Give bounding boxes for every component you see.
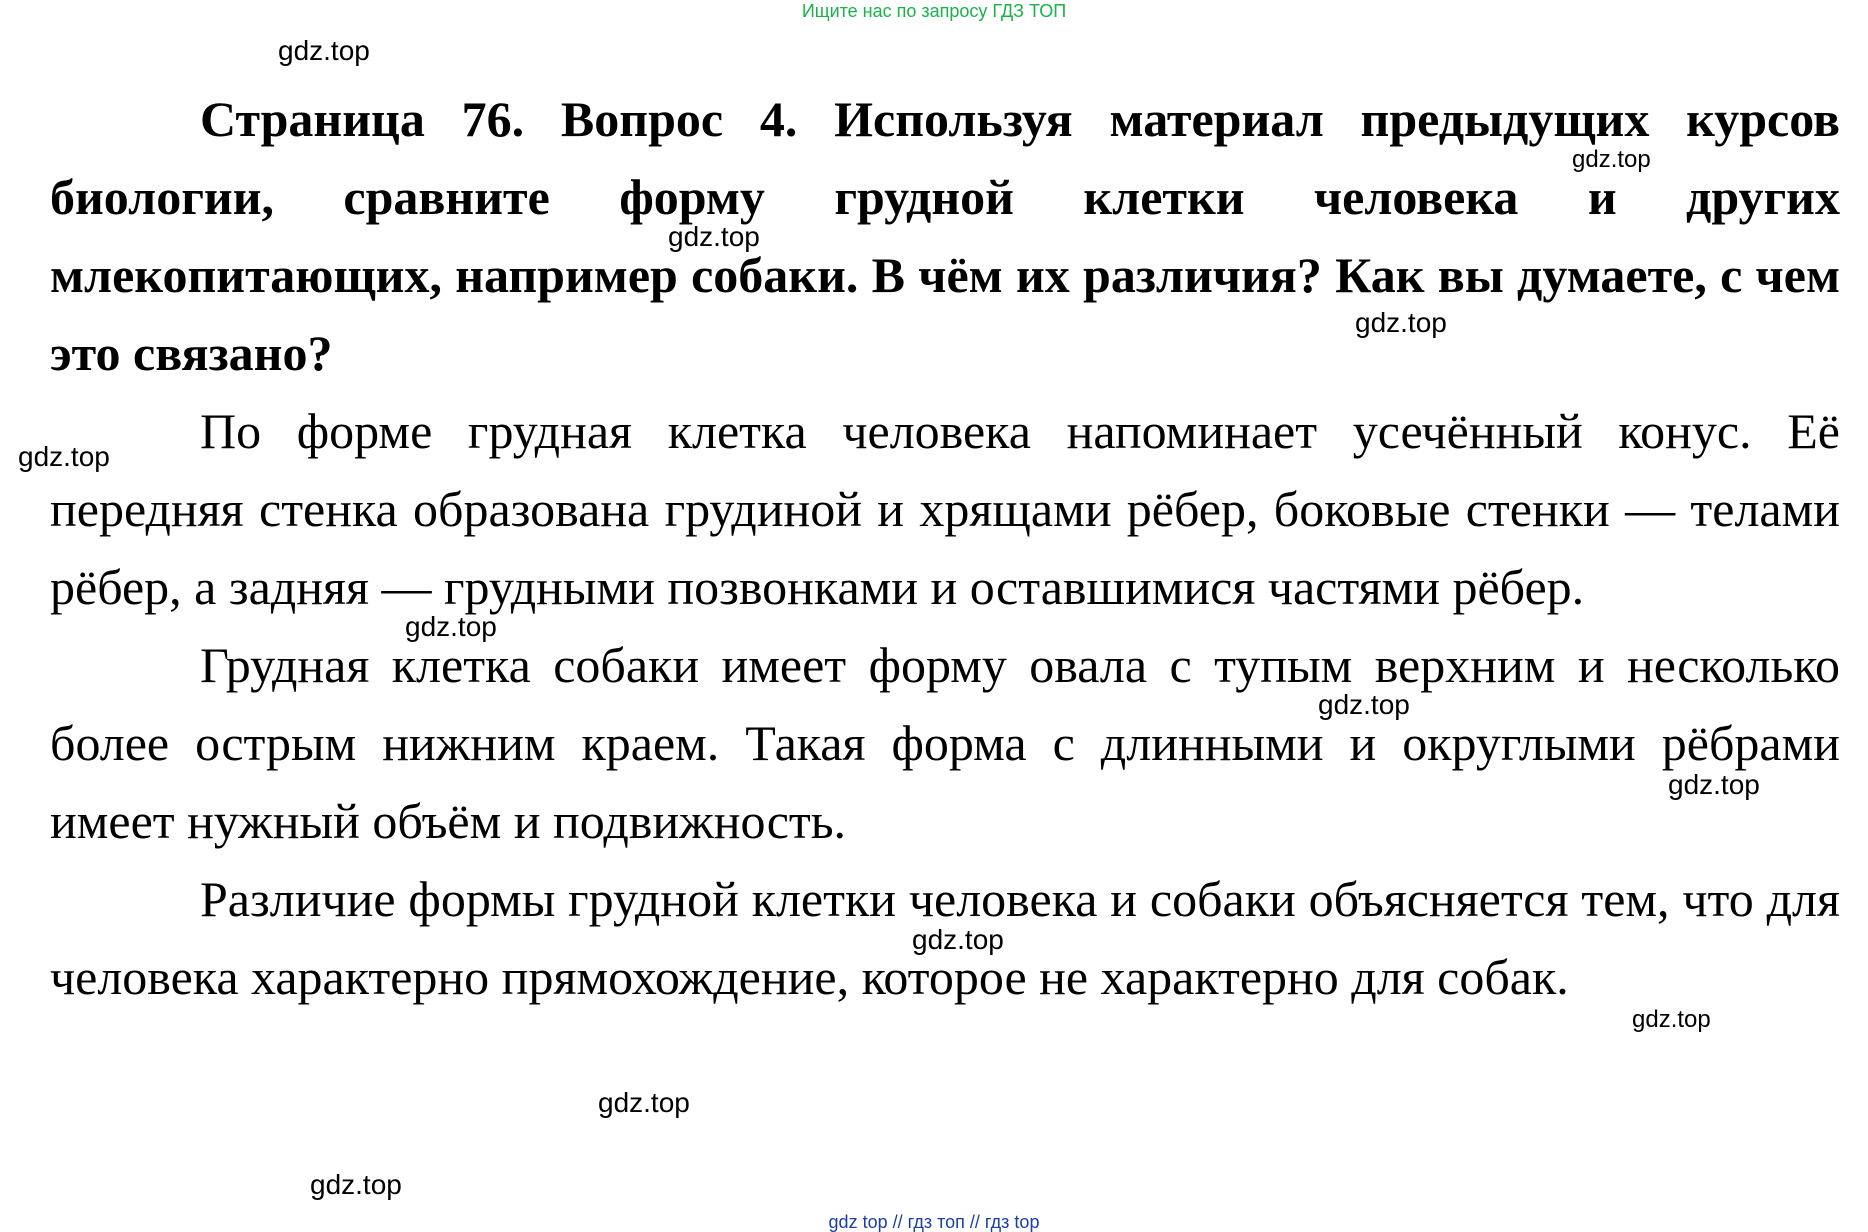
answer-paragraph-1: По форме грудная клетка человека напоминает усечённый конус. Её передняя стенка образована грудиной и хрящами рёбер, боковые стенки — телами рёбер, а задняя — грудными позвонками и оставшимися частями рёбер. <box>50 403 1840 615</box>
watermark: gdz.top <box>598 1087 690 1118</box>
watermark: gdz.top <box>405 611 497 642</box>
watermark: gdz.top <box>668 221 760 252</box>
watermark: gdz.top <box>18 441 110 472</box>
watermark: gdz.top <box>310 1169 402 1200</box>
document-body <box>50 80 1840 1016</box>
watermark: gdz.top <box>1632 1006 1711 1033</box>
watermark: gdz.top <box>1355 307 1447 338</box>
search-banner: Ищите нас по запросу ГДЗ ТОП <box>801 1 1067 21</box>
watermark: gdz.top <box>912 924 1004 955</box>
watermark: gdz.top <box>1668 769 1760 800</box>
answer-paragraph-3: Различие формы грудной клетки человека и собаки объясняется тем, что для человека характерно прямохождение, которое не характерно для собак. <box>50 871 1840 1005</box>
watermark: gdz.top <box>1318 689 1410 720</box>
watermark: gdz.top <box>278 35 370 66</box>
question-heading: Страница 76. Вопрос 4. Используя материал предыдущих курсов биологии, сравните форму грудной клетки человека и других млекопитающих, например собаки. В чём их различия? Как вы думаете, с чем это связано? <box>50 91 1840 381</box>
answer-paragraph-2: Грудная клетка собаки имеет форму овала с тупым верхним и несколько более острым нижним краем. Такая форма с длинными и округлыми рёбрами имеет нужный объём и подвижность. <box>50 637 1840 849</box>
footer-text: gdz top // гдз топ // гдз top <box>828 1212 1040 1232</box>
watermark: gdz.top <box>1572 146 1651 173</box>
